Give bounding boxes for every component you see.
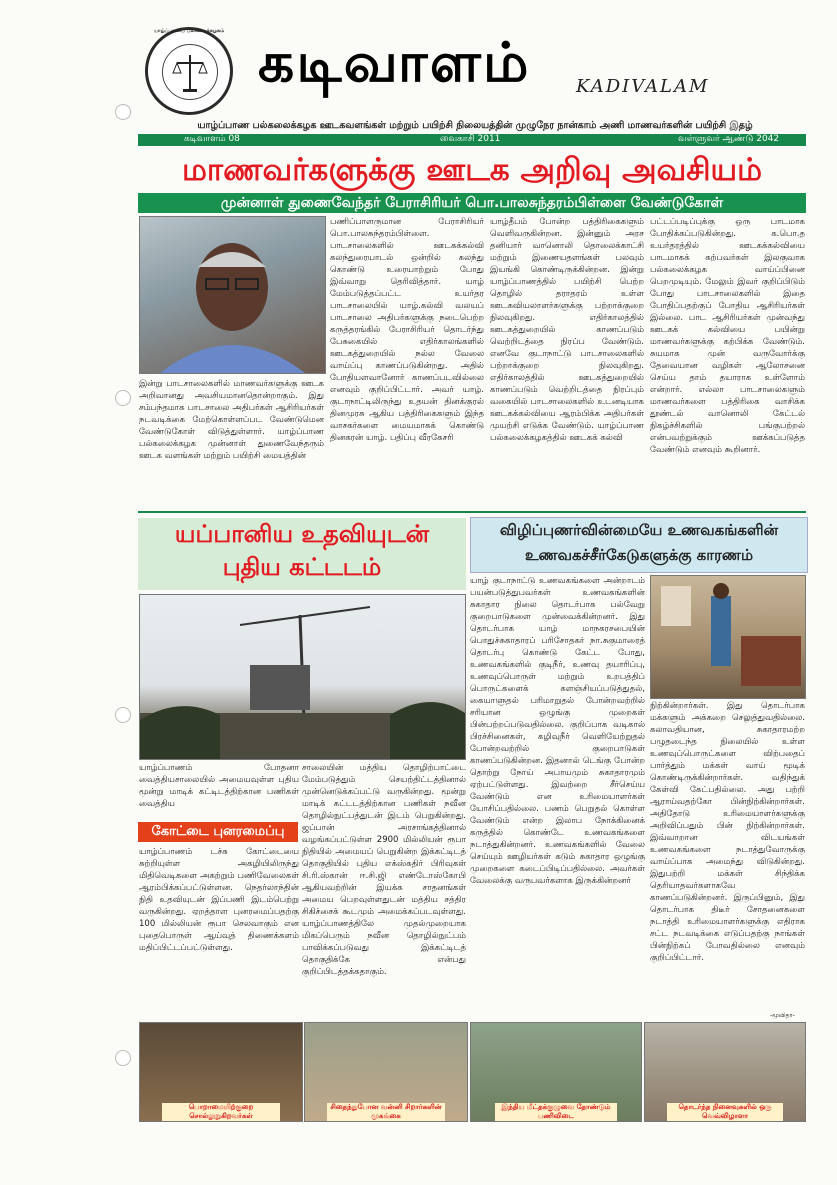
issue-year: வள்ளுவர் ஆண்டு 2042	[678, 134, 780, 144]
story2-body: சாலையின் மத்திய தொழிற்பாட்டை மேம்படுத்தும் செயற்திட்டத்தினால் முன்னெடுக்கப்பட்டு வருகின்றது. மூன்று மாடிக் கட்டடத்திற்கான பணிகள் நவீன தொழில்நுட்பத்துடன் இடம் பெறுகின்றது. ஜப்பான் அரசாங்கத்தினால் வழங்கப்பட்டுள்ள 2900 மில்லியன் ரூபா நிதியில் அமையப் பெறுகின்ற இக்கட்டிடத் தொகுதியில் புதிய எக்ஸ்கதிர் பிரிவுகள் சி.ரி.ஸ்கான் ஈ.சி.ஜி எண்டோஸ்கோபி ஆகியவற்றின் இயக்க சாதனங்கள் அமைய பெறவுள்ளதுடன் மத்திய சத்திர சிகிச்சைக் கூடமும் அமைக்கப்படவுள்ளது. யாழ்ப்பாணத்திலே முதல்முறையாக மிகப்பெரும் நவீன தொழில்நுட்பம் பாவிக்கப்படுவது இக்கட்டிடத் தொகுதிக்கே என்பது குறிப்பிடத்தக்கதாகும்.	[302, 763, 466, 977]
story4-byline: -மூவிதா-	[770, 1012, 795, 1019]
seal-text: யாழ்ப்பாணப் பல்கலைக்கழகம்	[153, 28, 225, 34]
story2-headline-line2: புதிய கட்டடம்	[222, 553, 382, 581]
story4-col2: நிற்கின்றார்கள். இது தொடர்பாக மக்களும் அக்கறை செலுத்துவதில்லை. கலாவதியான, சுகாதாரமற்ற பழுதடைந்த நிலையில் உள்ள உணவுப்பொருட்களை விற்பதைப் பார்த்தும் மக்கள் வாய் மூடிக் கொண்டிருக்கின்றார்கள். வதிந்துக் கேள்வி கேட்பதில்லை. அது பற்றி ஆராய்வதற்கோ பின்நிற்கின்றார்கள். அதிதோடு உரிமையாளர்களுக்கு அறிவிப்பதும் பின் நிற்கின்றார்கள். இவ்வாறான விடயங்கள் உணவகங்களை நடாத்துவோருக்கு வாய்ப்பாக அமைந்து விடுகின்றது. இதுபற்றி மக்கள் சிந்திக்க தெரியாதவர்களாகவே காணப்படுகின்றனர். இருப்பினும், இது தொடர்பாக திடீர் சோதனைகளை நடாத்தி உரிமையாளர்களுக்கு எதிராக சட்ட நடவடிக்கை எடுப்பதற்கு நாங்கள் பின்நிற்கப் போவதில்லை எனவும் குறிப்பிட்டார்.	[650, 701, 805, 963]
bottom-photo-4-caption: தொடர்ந்த நினைவுகளில் ஒரு வெவ்விழாளா	[667, 1103, 783, 1121]
bottom-photo-2-caption: சிதைந்துபோன வன்னி சிறார்களின் முகங்கை	[327, 1103, 445, 1121]
restaurant-photo	[650, 575, 806, 699]
story3-body: யாழ்ப்பாணம் டச்சு கோட்டையை சுற்றியுள்ள அகழியிலிருந்து மிதிவெடிகளை அகற்றும் பணிவேலைகள் ஆரம்பிக்கப்பட்டுள்ளன. நெதர்லாந்தின் நிதி உதவியுடன் இப்பணி இடம்பெற்று வருகின்றது. ஏறத்தாள புனரமைப்பதற்கு 100 மில்லியன் ரூபா செலவாகும் என புதைபொருள் ஆய்வுத் திணைக்களம் மதிப்பிட்டப்பட்டுள்ளது.	[139, 847, 299, 953]
story3-headline: கோட்டை புனரமைப்பு	[138, 822, 298, 842]
story1-col3: யாழ்தீபம் போன்ற பத்திரிகைகளும் வெளிவருகின்றன. இன்னும் அரச தனியார் வானொலி தொலைக்காட்சி மற்றும் இணையதளங்கள் பலவும் இயங்கி கொண்டிருக்கின்றன. இன்று யாழ்ப்பாணத்தில் பயிற்சி பெற்ற தொழில் தராதரம் உள்ள ஊடகவியலாளர்களுக்கு பற்றாக்குறை நிலவுகிறது. எதிர்காலத்தில் ஊடகத்துறையில் காணப்படும் வெற்றிடத்தை நிரப்ப வேண்டும். எனவே குடாநாட்டு பாடசாலைகளில் பற்றாக்குறை நிலவுகிறது. எதிர்காலத்தில் ஊடகத்துறையில் காணப்படும் வெற்றிடத்தை நிரப்பும் வகையில் பாடசாலைகளில் உடனடியாக ஊடகக்கல்வியை ஆரம்பிக்க அதிபர்கள் முயற்சி எடுக்க வேண்டும். யாழ்ப்பாண பல்கலைக்கழகத்தில் ஊடகக் கல்வி	[490, 217, 644, 443]
scales-icon	[162, 44, 218, 100]
issue-month: வைகாசி 2011	[440, 134, 501, 144]
crane-photo	[139, 594, 466, 760]
main-headline: மாணவர்களுக்கு ஊடக அறிவு அவசியம்	[181, 152, 763, 188]
story2-caption: யாழ்ப்பாணம் போதனா வைத்தியசாலையில் அமையவுள்ள புதிய மூன்று மாடிக் கட்டிடத்திற்கான பணிகள் வைத்திய	[139, 763, 299, 809]
professor-photo	[139, 216, 326, 374]
story1-col4: பட்டப்படிப்புக்கு ஒரு பாடமாக போதிக்கப்படுகின்றது. க.பொ.த உயர்தரத்தில் ஊடகக்கல்வியை பாடமாகக் கற்பவர்கள் இலகுவாக பல்கலைக்கழக வாய்ப்பினை பெறமுடியும். மேலும் இவர் குறிப்பிடும் போது பாடசாலைகளில் இதை போதிப்பதற்குப் போதிய ஆசிரியர்கள் இல்லை. பாட ஆசிரியர்கள் முன்வந்து ஊடகக் கல்வியை பயின்று மாணவர்களுக்கு கற்பிக்க வேண்டும். சுயமாக முன் வருவோர்க்கு தேவையான வழிகள் ஆலோசனை செய்ய தாம் தயாராக உள்ளோம் என்றார். எல்லா பாடசாலைகளும் மாணவர்களை பத்திரிகை வாசிக்க தூண்டல் வானொலி கேட்டல் நிகழ்ச்சிகளில் பங்குபற்றல் என்பவற்றுக்கும் ஊக்கப்படுத்த வேண்டும் எனவும் கூறினார்.	[650, 217, 805, 455]
story4-col1: யாழ் குடாநாட்டு உணவகங்களை அன்றாடம் பயன்படுத்துபவர்கள் உணவகங்களின் சுகாதார நிலை தொடர்பாக பல்வேறு குறைபாடுகளை முன்வைக்கின்றனர். இது தொடர்பாக யாழ் மாநகரசபையின் பொதுச்சுகாதாரப் பரிசோதகர் நா.சுகுமாரைத் தொடர்பு கொண்டு கேட்ட போது, உணவகங்களில் குடிநீர், உணவு தயாரிப்பு, உணவுப்பொருள் மற்றும் உறபத்திப் பொருட்களைக் களஞ்சியப்படுத்துதல், கையாளுதல் பரிமாறுதல் போன்றவற்றில் சரியான ஒழுங்கு முறைகள் பின்பற்றப்படுவதில்லை. குறிப்பாக வடிகால் பிரச்சினைகள், கழிவுநீர் வெளியேற்றுதல் போன்றவற்றில் குறைபாடுகள் காணப்படுகின்றன. இதனால் டெங்கு போன்ற தொற்று நோய் அபாயமும் சுகாதாரமும் ஏற்பட்டுள்ளது. இவற்றை சீர்செய்ய வேண்டும் என உரிமையாளர்கள் யோசிப்பதில்லை. பணம் பெறுதல் கொள்ள வேண்டும் என்ற இலாப நோக்கினைக் கருத்தில் கொண்டே உணவகங்களை நடாத்துகின்றனர். உணவகங்களில் வேலை செய்யும் ஊழியர்கள் கடும் சுகாதார ஒழுங்கு முறைகளை கடைப்பிடிப்பதில்லை. அவர்கள் வேலைக்கு வருபவர்களாக இருக்கின்றனர்	[470, 576, 645, 886]
bottom-photo-1	[139, 1022, 303, 1122]
bottom-photo-1-caption: பொறாமையிற்குறை சொல்லுறுகிறவர்கள்	[162, 1103, 280, 1121]
story2-headline	[138, 518, 466, 590]
bottom-photo-3-caption: இந்திய மீட்தக்குழுவை தோண்டும் பணிவிடை	[495, 1103, 617, 1121]
bottom-photo-2	[304, 1022, 468, 1122]
masthead-latin: KADIVALAM	[576, 76, 710, 97]
story2-headline-line1: யப்பானிய உதவியுடன்	[174, 520, 430, 548]
bottom-photo-3	[470, 1022, 642, 1122]
story4-headline	[470, 517, 808, 573]
main-subheadline: முன்னாள் துணைவேந்தர் பேராசிரியர் பொ.பாலசுந்தரம்பிள்ளை வேண்டுகோள்	[138, 193, 806, 213]
story4-headline-line1: விழிப்புணர்வின்மையே உணவகங்களின்	[499, 521, 779, 539]
masthead-subtitle: யாழ்ப்பாண பல்கலைக்கழக ஊடகவளங்கள் மற்றும் பயிற்சி நிலையத்தின் முழுநேர நான்காம் அணி மாணவர்களின் பயிற்சி இதழ்	[197, 120, 753, 131]
section-divider	[138, 511, 806, 513]
issue-number: கடிவாளம் 08	[184, 134, 240, 144]
issue-bar	[138, 134, 806, 146]
story4-headline-line2: உணவகச்சீர்கேடுகளுக்கு காரணம்	[524, 546, 754, 564]
bottom-photo-4	[644, 1022, 806, 1122]
masthead-title: கடிவாளம்	[258, 30, 531, 94]
university-seal	[145, 27, 233, 115]
story1-col2: பணிப்பாளருமான பேராசிரியர் பொ.பாலசுந்தரம்பிள்ளை. பாடசாலைகளில் ஊடகக்கல்வி கலந்துரையாடல் ஒன்றில் கலந்து கொண்டு உரையாற்றும் போது இவ்வாறு தெரிவித்தார். யாழ் மேம்படுத்தப்பட்ட உயர்தர பாடசாலையில் யாழ்.கல்வி வலயப் பாடசாலை அதிபர்களுக்கு நடைபெற்ற கருத்தரங்கில் பேராசிரியர் தொடர்ந்து பேசுகையில் எதிர்காலங்களில் ஊடகத்துறையில் நல்ல வேலை வாய்ப்பு காணப்படுகின்றது. அதில் போதியளவானோர் காணப்படவில்லை எனவும் குறிப்பிட்டார். அவர் யாழ். குடாநாட்டிலிருந்து உதயன் தினக்குரல் தினமுரசு ஆகிய பத்திரிகைகளும் இந்த வாசகர்களை மையமாகக் கொண்டு தினகரன் யாழ். பதிப்பு வீரகேசரி	[330, 217, 484, 443]
story1-caption: இன்று பாடசாலைகளில் மாணவர்களுக்கு ஊடக அறிவானது அவசியமானதொன்றாகும். இது சம்பந்தமாக பாடசாலை அதிபர்கள் ஆசிரியர்கள் நடவடிக்கை மேற்கொள்ளப்பட வேண்டுமென வேண்டுகோள் விடுத்துள்ளார். யாழ்ப்பாண பல்கலைக்கழக முன்னாள் துணைவேந்தரும் ஊடக வளங்கள் மற்றும் பயிற்சி மையத்தின்	[139, 379, 324, 461]
